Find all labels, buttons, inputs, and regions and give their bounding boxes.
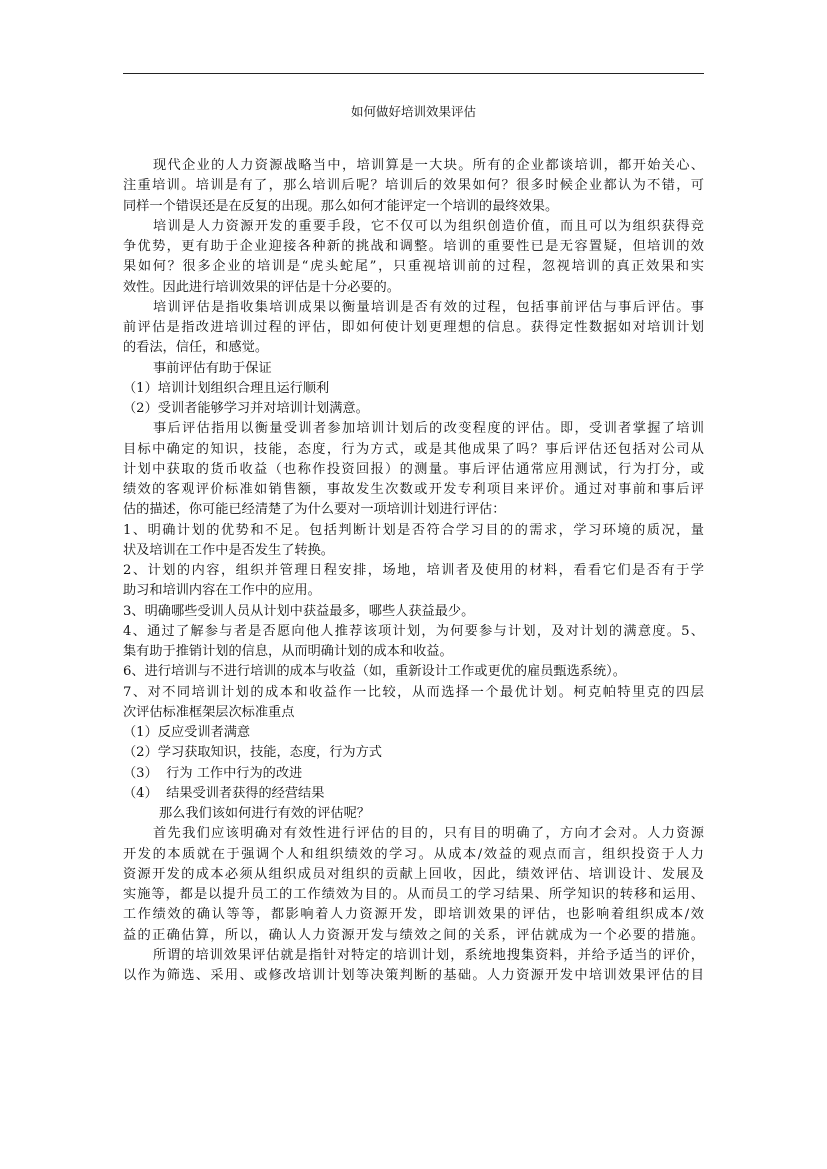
body-line: 集有助于推销计划的信息，从而明确计划的成本和收益。 — [123, 644, 453, 659]
body-line: 首先我们应该明确对有效性进行评估的目的，只有目的明确了，方向才会对。人力资源 — [153, 826, 704, 842]
body-line: 同样一个错误还是在反复的出现。那么如何才能评定一个培训的最终效果。 — [123, 198, 559, 214]
body-line: 注重培训。培训是有了，那么培训后呢？培训后的效果如何？很多时候企业都认为不错，可 — [123, 178, 704, 194]
body-line: 争优势，更有助于企业迎接各种新的挑战和调整。培训的重要性已是无容置疑，但培训的效 — [123, 239, 704, 254]
body-line: 益的正确估算，所以，确认人力资源开发与绩效之间的关系，评估就成为一个必要的措施。 — [123, 927, 704, 943]
body-line: 次评估标准框架层次标准重点 — [123, 704, 295, 720]
body-line: 果如何？很多企业的培训是“虎头蛇尾”，只重视培训前的过程，忽视培训的真正效果和实 — [123, 259, 704, 275]
numbered-item: 7、对不同培训计划的成本和收益作一比较，从而选择一个最优计划。柯克帕特里克的四层 — [123, 684, 704, 700]
list-item: （1）反应受训者满意 — [123, 725, 251, 740]
numbered-item: 2、计划的内容，组织并管理日程安排，场地，培训者及使用的材料，看看它们是否有于学 — [123, 563, 704, 578]
body-line: 状及培训在工作中是否发生了转换。 — [123, 542, 334, 558]
numbered-item: 6、进行培训与不进行培训的成本与收益（如，重新设计工作或更优的雇员甄选系统）。 — [123, 664, 626, 680]
numbered-item: 4、通过了解参与者是否愿向他人推荐该项计划，为何要参与计划，及对计划的满意度。5、 — [123, 623, 704, 639]
list-item: （2）学习获取知识，技能，态度，行为方式 — [123, 745, 382, 761]
body-line: 目标中确定的知识，技能，态度，行为方式，或是其他成果了吗？事后评估还包括对公司从 — [123, 441, 704, 457]
header-rule — [123, 73, 704, 74]
body-line: 实施等，都是以提升员工的工作绩效为目的。从而员工的学习结果、所学知识的转移和运用、 — [123, 887, 704, 902]
body-line: 计划中获取的货币收益（也称作投资回报）的测量。事后评估通常应用测试，行为打分，或 — [123, 461, 704, 477]
body-line: 现代企业的人力资源战略当中，培训算是一大块。所有的企业都谈培训，都开始关心、 — [153, 158, 704, 173]
numbered-item: 1、明确计划的优势和不足。包括判断计划是否符合学习目的的需求，学习环境的质况，量 — [123, 522, 704, 538]
document-title: 如何做好培训效果评估 — [350, 104, 476, 119]
list-item: （3） 行为 工作中行为的改进 — [123, 765, 303, 781]
body-line: 资源开发的成本必须从组织成员对组织的贡献上回收，因此，绩效评估、培训设计、发展及 — [123, 866, 704, 882]
body-line: 以作为筛选、采用、或修改培训计划等决策判断的基础。人力资源开发中培训效果评估的目 — [123, 968, 704, 983]
list-item: （4） 结果受训者获得的经营结果 — [123, 785, 325, 801]
body-line: 培训评估是指收集培训成果以衡量培训是否有效的过程，包括事前评估与事后评估。事 — [153, 299, 704, 315]
body-line: 的看法，信任，和感觉。 — [123, 340, 269, 356]
body-line: 开发的本质就在于强调个人和组织绩效的学习。从成本/效益的观点而言，组织投资于人力 — [123, 846, 704, 862]
body-line: 前评估是指改进培训过程的评估，即如何使计划更理想的信息。获得定性数据如对培训计划 — [123, 320, 704, 335]
document-body — [123, 156, 704, 986]
body-line: 效性。因此进行培训效果的评估是十分必要的。 — [123, 279, 400, 295]
body-line: 培训是人力资源开发的重要手段，它不仅可以为组织创造价值，而且可以为组织获得竞 — [153, 218, 704, 234]
body-line: 事前评估有助于保证 — [153, 360, 272, 376]
body-line: 估的描述，你可能已经清楚了为什么要对一项培训计划进行评估： — [123, 502, 506, 518]
numbered-item: 3、明确哪些受训人员从计划中获益最多，哪些人获益最少。 — [123, 603, 475, 619]
body-line: 那么我们该如何进行有效的评估呢？ — [159, 806, 370, 821]
body-line: 所谓的培训效果评估就是指针对特定的培训计划，系统地搜集资料，并给予适当的评价， — [153, 947, 704, 963]
list-item: （1）培训计划组织合理且运行顺利 — [123, 380, 330, 396]
body-line: 助习和培训内容在工作中的应用。 — [123, 583, 321, 599]
body-line: 事后评估指用以衡量受训者参加培训计划后的改变程度的评估。即，受训者掌握了培训 — [153, 421, 704, 437]
body-line: 工作绩效的确认等等，都影响着人力资源开发，即培训效果的评估，也影响着组织成本/效 — [123, 907, 704, 923]
list-item: （2）受训者能够学习并对培训计划满意。 — [123, 401, 369, 416]
body-line: 绩效的客观评价标准如销售额，事故发生次数或开发专利项目来评价。通过对事前和事后评 — [123, 482, 704, 497]
